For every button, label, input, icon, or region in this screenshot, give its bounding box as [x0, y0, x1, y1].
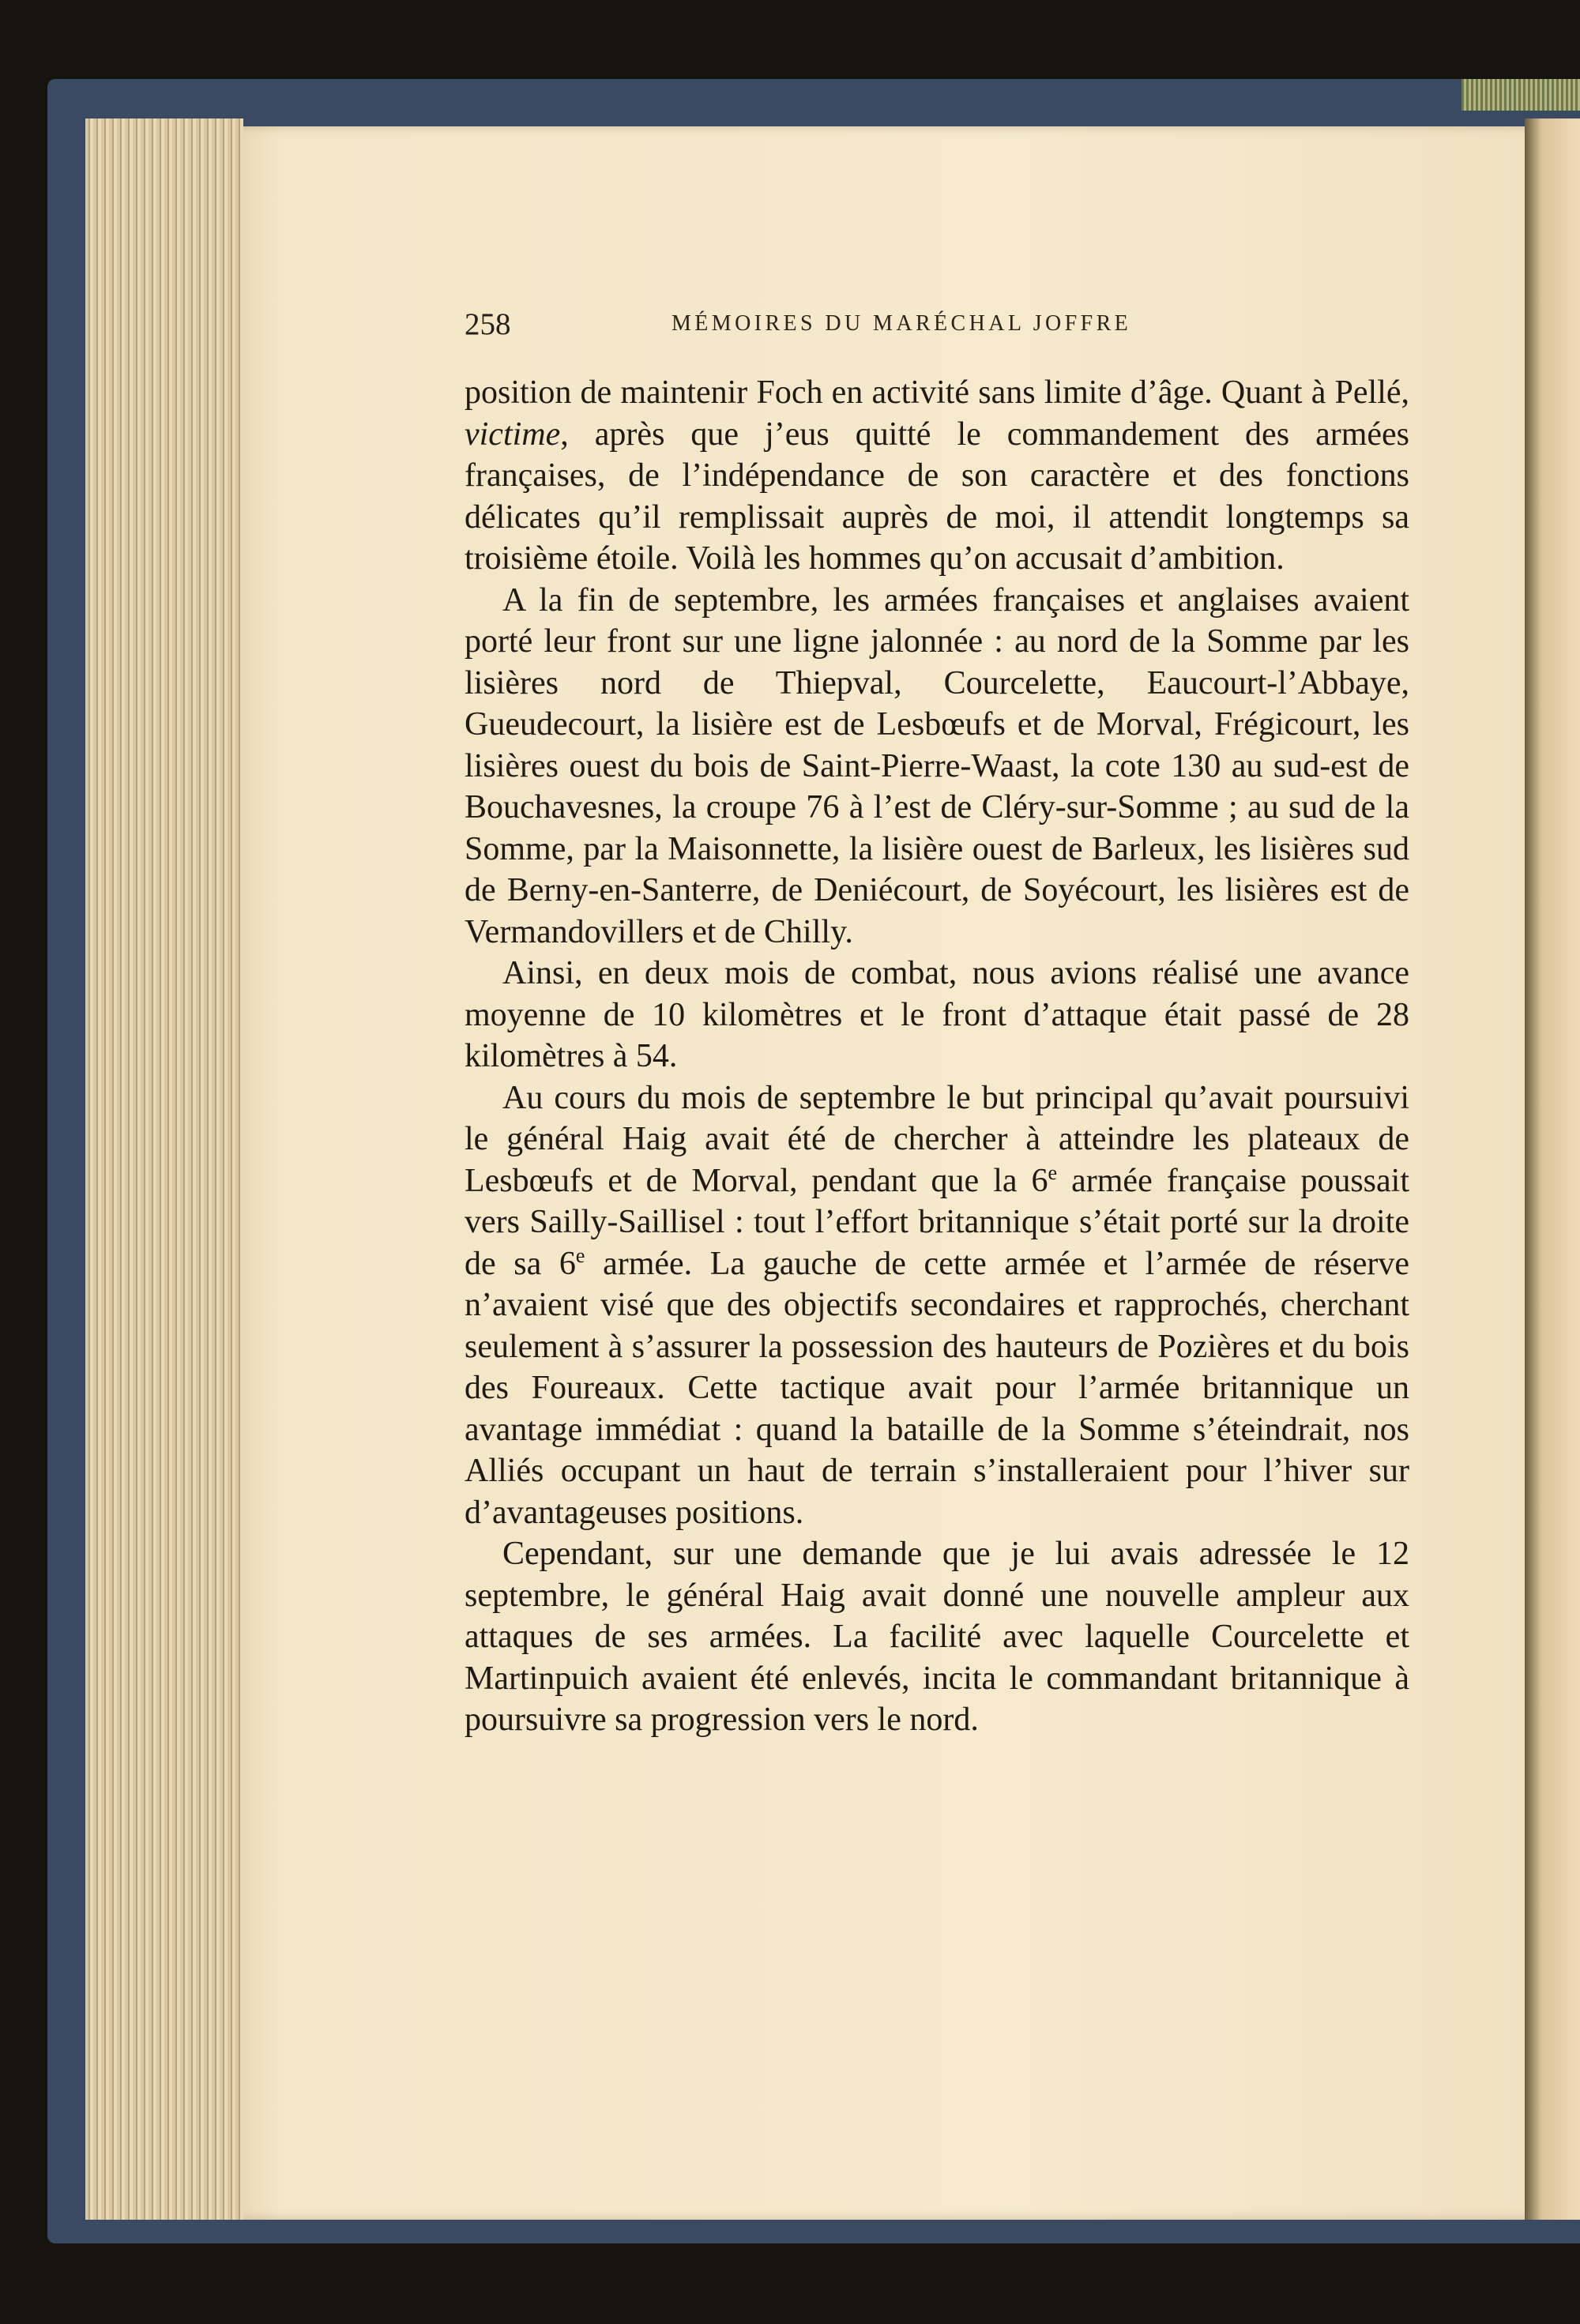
text-run: , après que j’eus quitté le commandement des armées françaises, de l’indépendance de son caractère et des fonctions délicates qu’il remplissait auprès de moi, il attendit longtemps sa troisième étoile. Voilà les hommes qu’on accusait d’ambition.: [465, 416, 1409, 577]
text-run: armée française poussait vers Sailly-Saillisel : tout l’effort britannique s’était porté sur la droite de sa 6: [465, 1162, 1409, 1282]
facing-page-edge: [1525, 118, 1580, 2220]
paragraph: [465, 372, 1409, 580]
superscript-text: e: [1048, 1160, 1058, 1184]
text-run: Ainsi, en deux mois de combat, nous avions réalisé une avance moyenne de 10 kilomètres et le front d’attaque était passé de 28 kilomètres à 54.: [465, 955, 1409, 1074]
paragraph: [465, 1077, 1409, 1534]
running-head: [465, 306, 1409, 354]
text-run: Cependant, sur une demande que je lui avais adressée le 12 septembre, le général Haig avait donné une nouvelle ampleur aux attaques de ses armées. La facilité avec laquelle Courcelette et Martinpuich avaient été enlevés, incita le commandant britannique à poursuivre sa progression vers le nord.: [465, 1536, 1409, 1738]
page-number: 258: [465, 307, 511, 341]
running-title: MÉMOIRES DU MARÉCHAL JOFFRE: [672, 311, 1132, 336]
page-edges: [85, 118, 243, 2220]
superscript-text: e: [575, 1243, 585, 1267]
text-run: A la fin de septembre, les armées françaises et anglaises avaient porté leur front sur une ligne jalonnée : au nord de la Somme par les lisières nord de Thiepval, Courcelette, Eaucourt-l’Abbaye, Gueudecourt, la lisière est de Lesbœufs et de Morval, Frégicourt, les lisières ouest du bois de Saint-Pierre-Waast, la cote 130 au sud-est de Bouchavesnes, la croupe 76 à l’est de Cléry-sur-Somme ; au sud de la Somme, par la Maisonnette, la lisière ouest de Barleux, les lisières sud de Berny-en-Santerre, de Deniécourt, de Soyécourt, les lisières est de Vermandovillers et de Chilly.: [465, 581, 1409, 950]
paragraph: [465, 953, 1409, 1077]
spine-cloth-texture: [1462, 79, 1580, 111]
text-run: armée. La gauche de cette armée et l’armée de réserve n’avaient visé que des objectifs secondaires et rapprochés, cherchant seulement à s’assurer la possession des hauteurs de Pozières et du bois des Foureaux. Cette tactique avait pour l’armée britannique un avantage immédiat : quand la bataille de la Somme s’éteindrait, nos Alliés occupant un haut de terrain s’installeraient pour l’hiver sur d’avantageuses positions.: [465, 1245, 1409, 1531]
body-text: [465, 372, 1409, 1741]
text-run: position de maintenir Foch en activité sans limite d’âge. Quant à Pellé,: [465, 374, 1409, 411]
text-run: Au cours du mois de septembre le but principal qu’avait poursuivi le général Haig avait été de chercher à atteindre les plateaux de Lesbœufs et de Morval, pendant que la 6: [465, 1079, 1409, 1199]
italic-text: victime: [465, 416, 561, 453]
paragraph: [465, 580, 1409, 953]
paragraph: [465, 1533, 1409, 1741]
